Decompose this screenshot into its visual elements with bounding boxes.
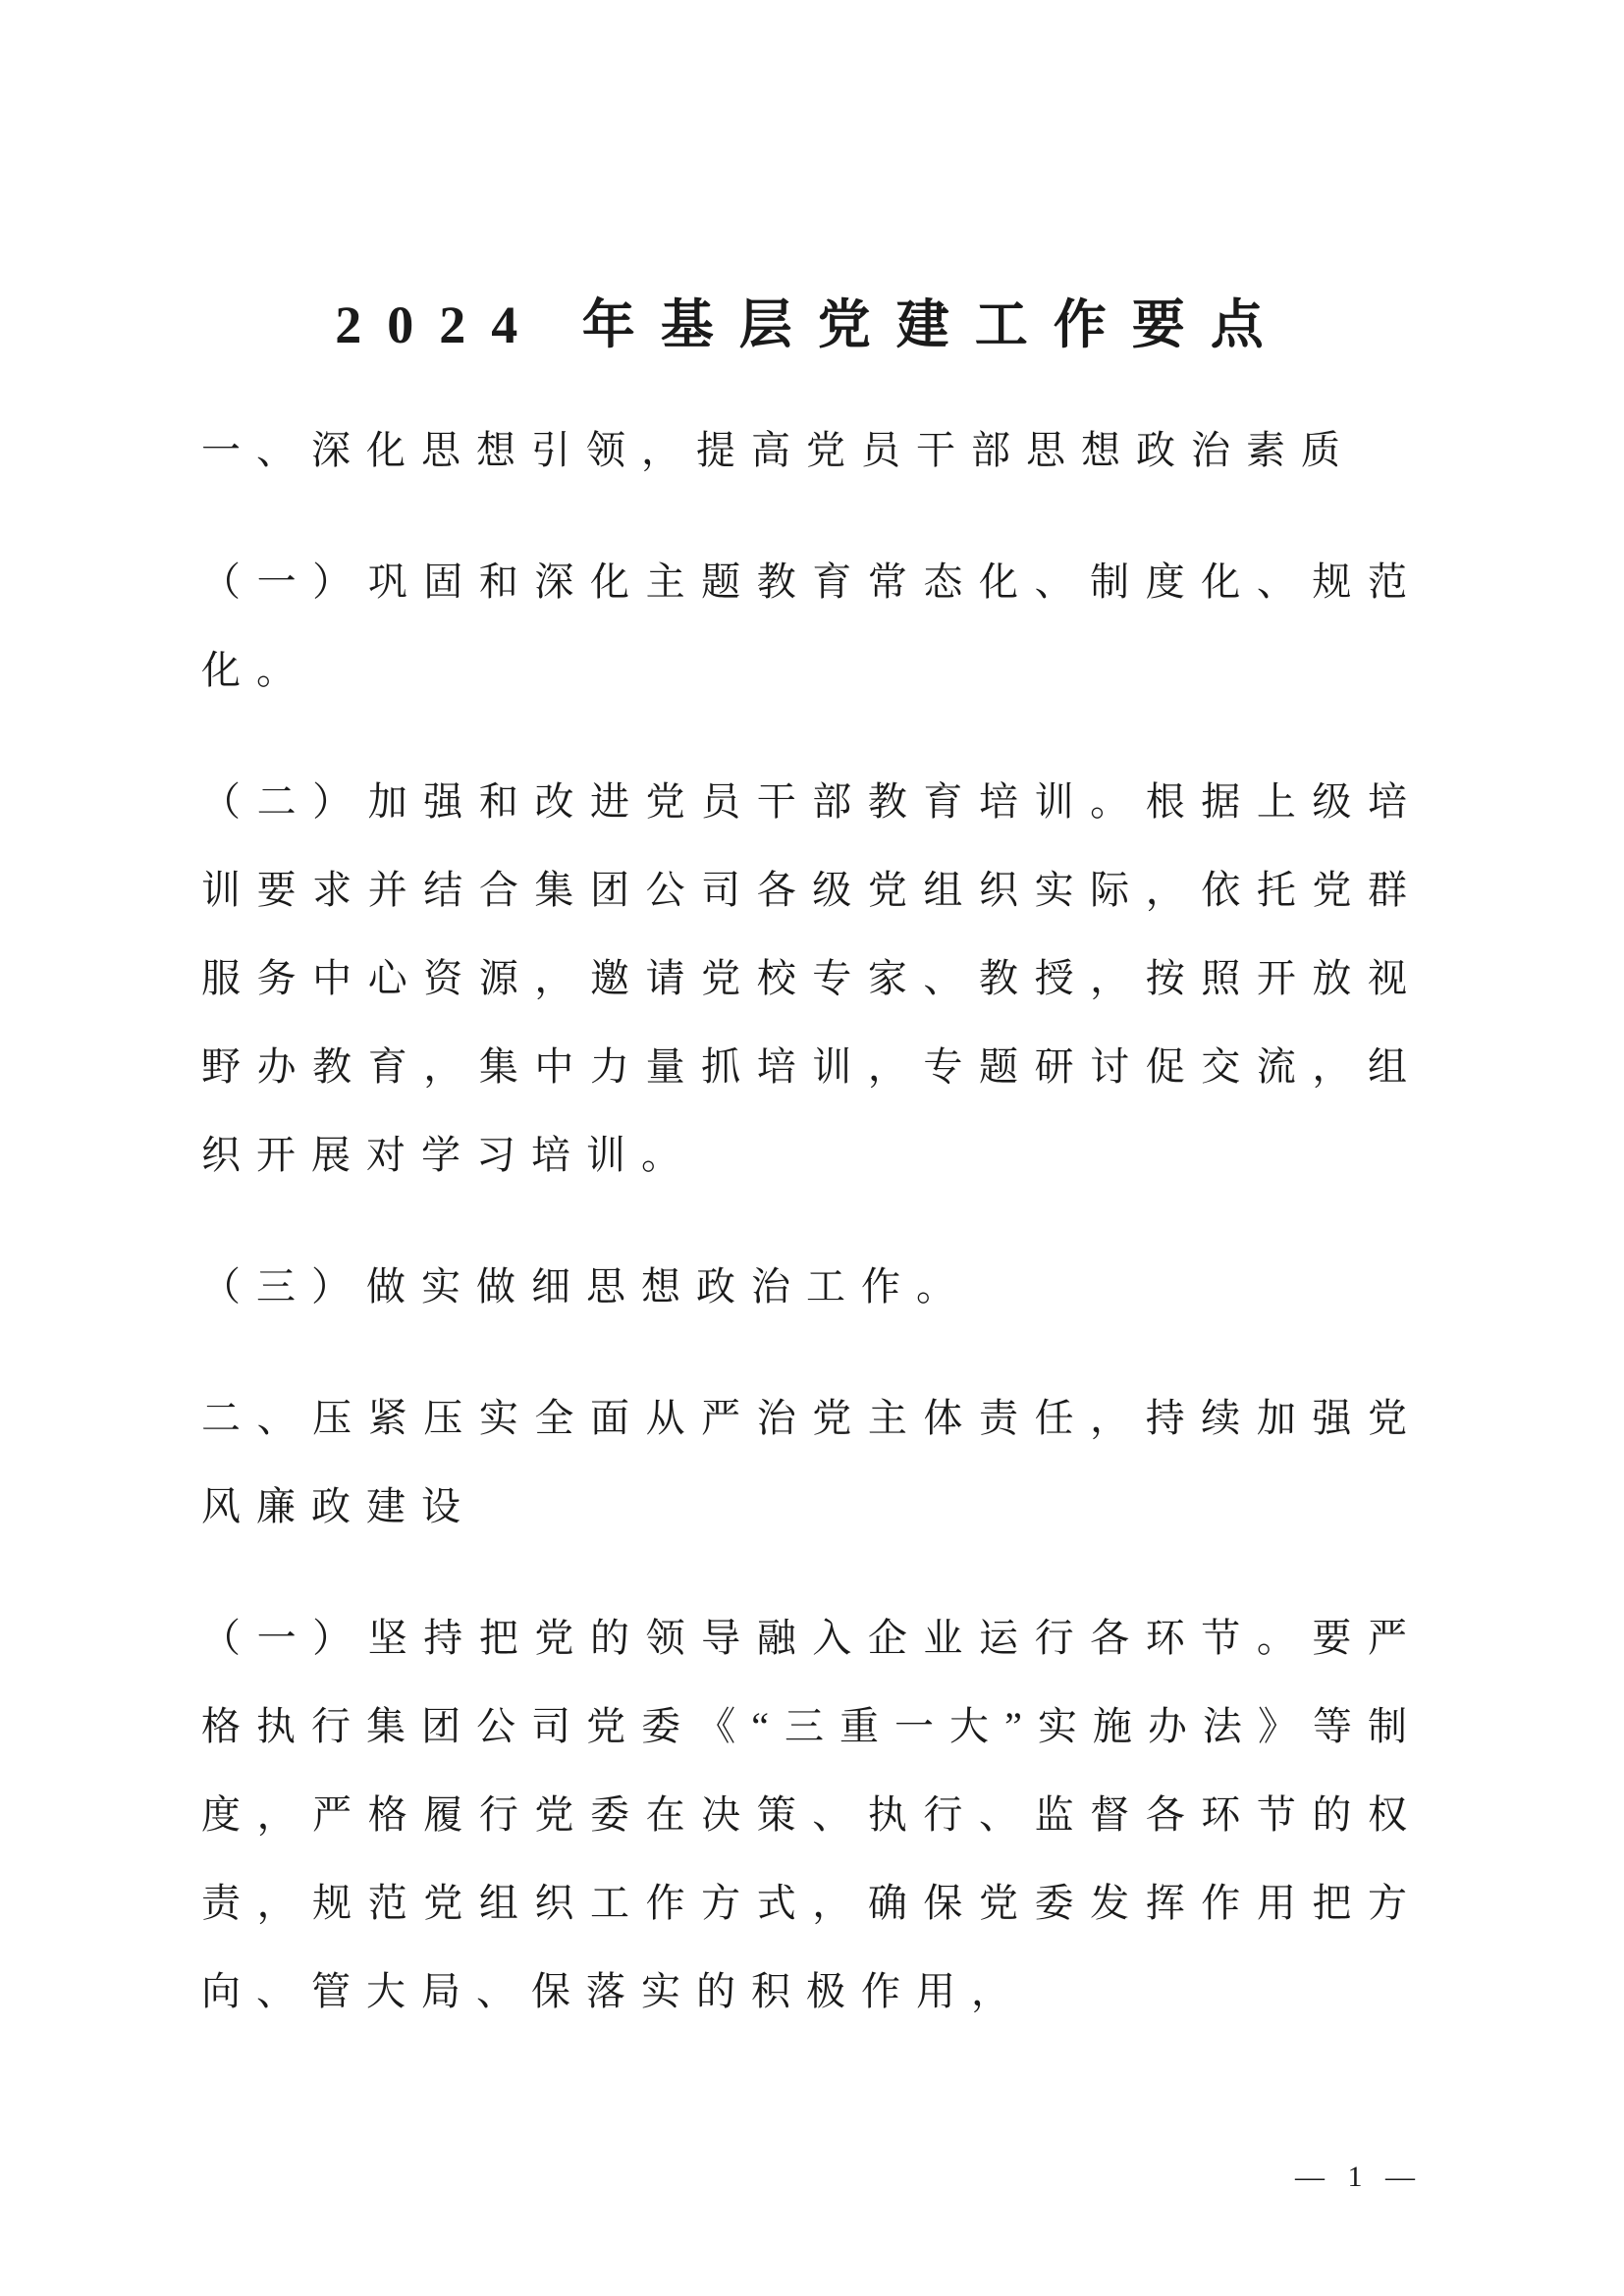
document-title: 2024 年基层党建工作要点 (335, 295, 1289, 354)
document-body (201, 291, 1423, 2036)
paragraph-1-2: （二）加强和改进党员干部教育培训。根据上级培训要求并结合集团公司各级党组织实际，依托党群服务中心资源，邀请党校专家、教授，按照开放视野办教育，集中力量抓培训，专题研讨促交流，组织开展对学习培训。 (201, 779, 1423, 1178)
section-heading-2: 二、压紧压实全面从严治党主体责任，持续加强党风廉政建设 (201, 1396, 1423, 1529)
paragraph-1-1: （一）巩固和深化主题教育常态化、制度化、规范化。 (201, 560, 1423, 693)
paragraph-1-3: （三）做实做细思想政治工作。 (201, 1264, 971, 1309)
paragraph-2-1: （一）坚持把党的领导融入企业运行各环节。要严格执行集团公司党委《“三重一大”实施办法》等制度，严格履行党委在决策、执行、监督各环节的权责，规范党组织工作方式，确保党委发挥作用把方向、管大局、保落实的积极作用， (201, 1616, 1423, 2014)
section-heading-1: 一、深化思想引领，提高党员干部思想政治素质 (201, 428, 1356, 473)
page-number: — 1 — (1295, 2161, 1423, 2193)
